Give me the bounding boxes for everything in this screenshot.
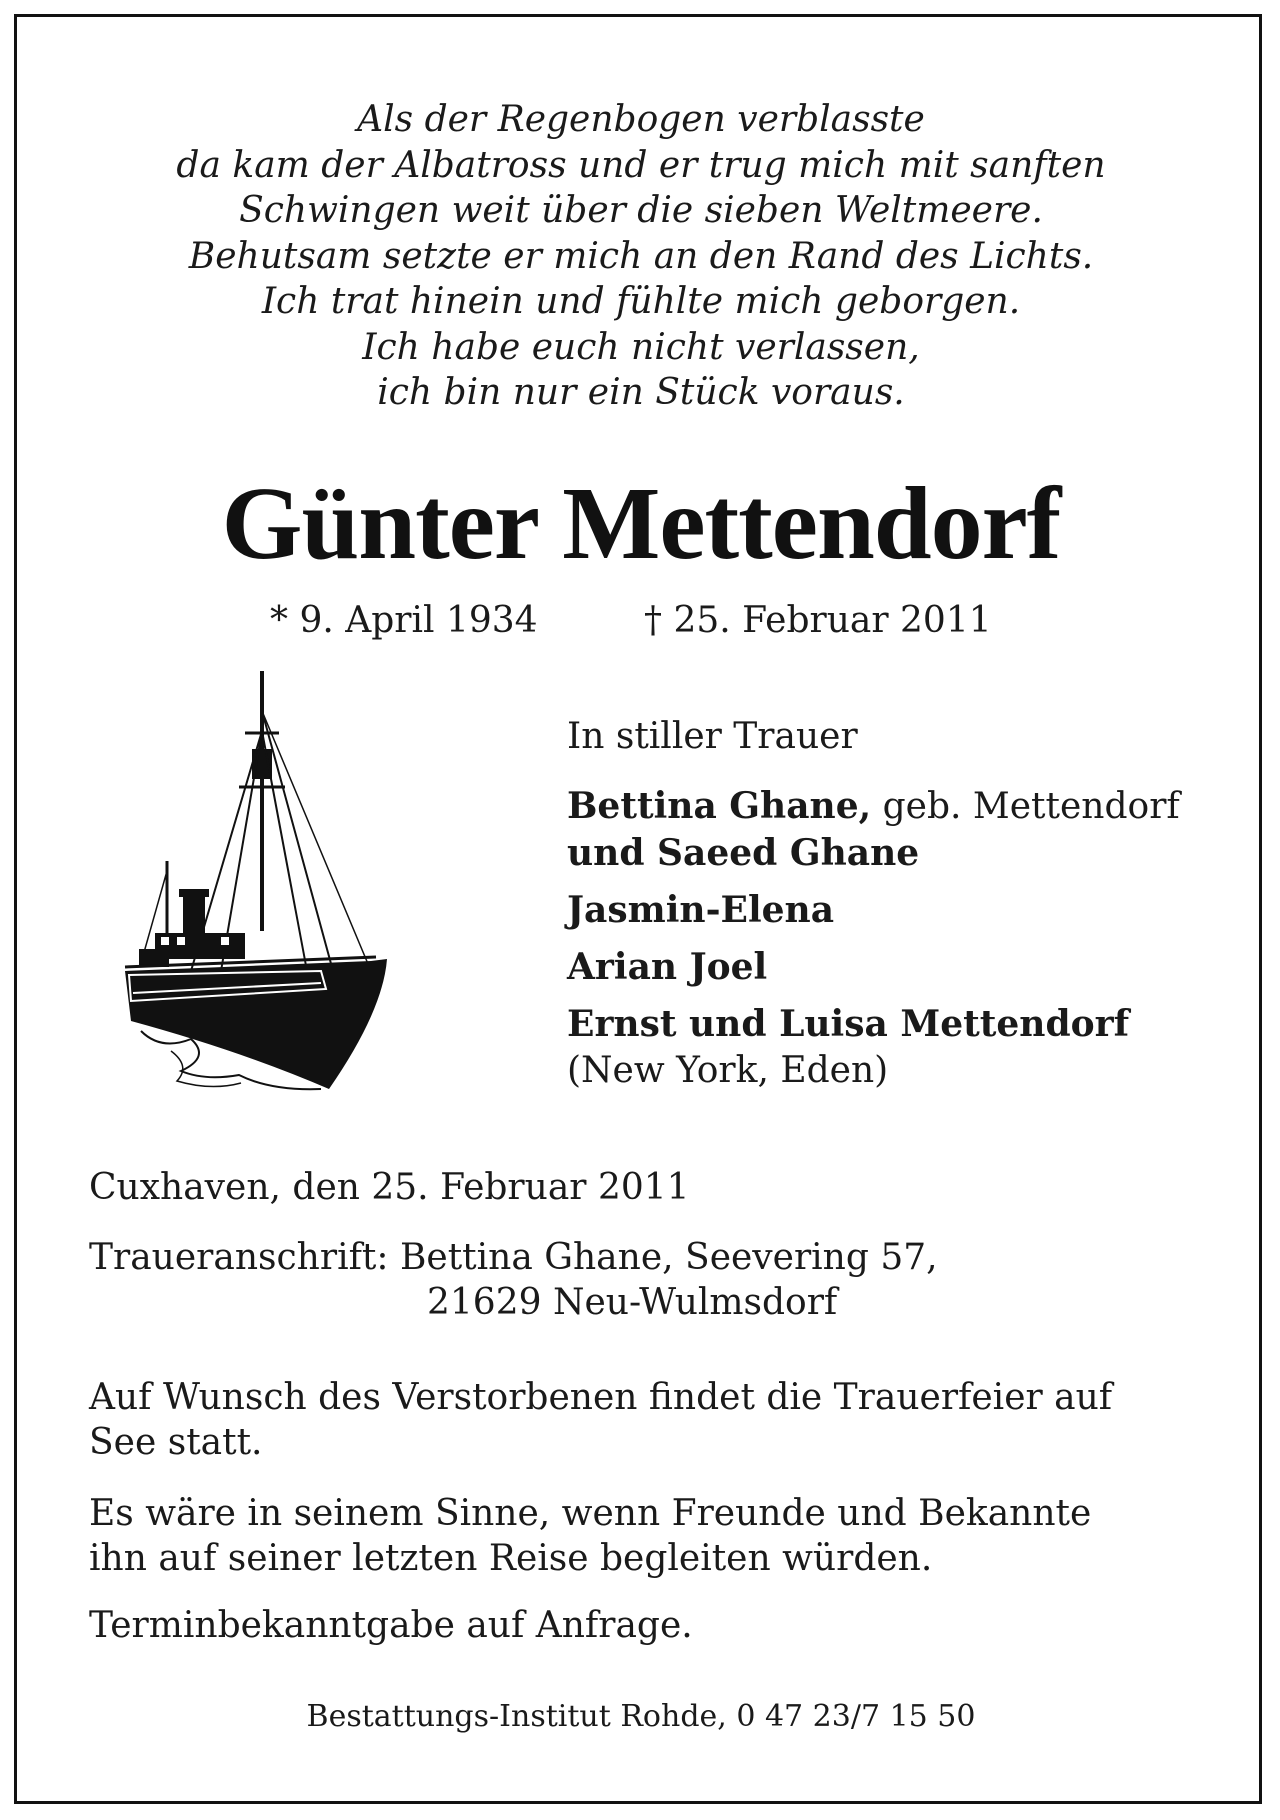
paragraph-line: See statt. <box>89 1422 263 1463</box>
poem-line: Ich trat hinein und fühlte mich geborgen. <box>261 281 1021 322</box>
mourner-name: Arian Joel <box>567 946 768 988</box>
paragraph-line: ihn auf seiner letzten Reise begleiten würden. <box>89 1538 933 1579</box>
deceased-name: Günter Mettendorf <box>221 466 1061 581</box>
place-date: Cuxhaven, den 25. Februar 2011 <box>89 1167 690 1208</box>
mourner-entry <box>567 944 1180 991</box>
mourner-note: geb. Mettendorf <box>871 786 1180 827</box>
mourner-entry <box>567 1001 1180 1094</box>
address-line-2: 21629 Neu-Wulmsdorf <box>427 1282 838 1323</box>
ship-icon <box>121 671 411 1107</box>
paragraph-line: Es wäre in seinem Sinne, wenn Freunde und Bekannte <box>89 1493 1092 1534</box>
address-label: Traueranschrift: <box>89 1237 389 1278</box>
birth-date: * 9. April 1934 <box>270 600 538 641</box>
poem-line: da kam der Albatross und er trug mich mit sanften <box>176 144 1106 186</box>
mourning-address <box>89 1235 938 1325</box>
poem <box>17 97 1265 416</box>
address-line-1: Bettina Ghane, Seevering 57, <box>388 1237 938 1278</box>
mourner-name: Jasmin-Elena <box>567 889 835 931</box>
mourner-name: und Saeed Ghane <box>567 832 920 874</box>
mourner-entry <box>567 783 1180 877</box>
poem-line: ich bin nur ein Stück voraus. <box>377 372 905 413</box>
poem-line: Schwingen weit über die sieben Weltmeere. <box>239 190 1043 231</box>
mourner-note: (New York, Eden) <box>567 1050 889 1091</box>
funeral-home: Bestattungs-Institut Rohde, 0 47 23/7 15 50 <box>306 1699 976 1734</box>
mourner-name: Bettina Ghane, <box>567 785 872 827</box>
mourner-name: Ernst und Luisa Mettendorf <box>567 1003 1130 1045</box>
poem-line: Als der Regenbogen verblasste <box>357 99 925 140</box>
mourners-block <box>567 713 1180 1104</box>
poem-line: Behutsam setzte er mich an den Rand des Lichts. <box>188 235 1094 277</box>
poem-line: Ich habe euch nicht verlassen, <box>362 326 920 368</box>
ceremony-paragraph <box>89 1375 1112 1465</box>
mourner-entry <box>567 887 1180 934</box>
obituary-frame <box>14 14 1262 1804</box>
paragraph-line: Auf Wunsch des Verstorbenen findet die Trauerfeier auf <box>89 1377 1113 1418</box>
wish-paragraph <box>89 1491 1091 1581</box>
appointment-note: Terminbekanntgabe auf Anfrage. <box>89 1605 693 1646</box>
mourning-intro: In stiller Trauer <box>567 716 858 757</box>
death-date: † 25. Februar 2011 <box>644 600 992 641</box>
